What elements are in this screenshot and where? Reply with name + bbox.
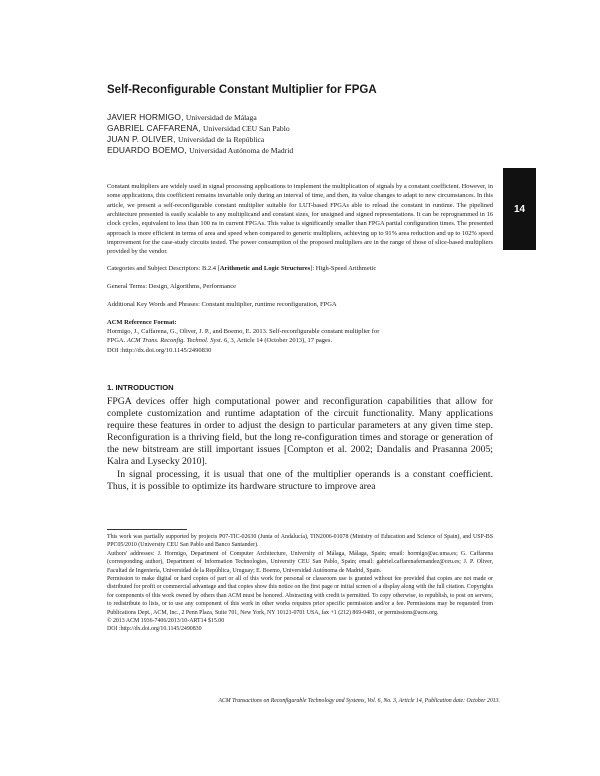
reference-heading: ACM Reference Format: <box>107 319 177 326</box>
acm-reference <box>107 318 493 355</box>
author-affiliation: Universidad Autónoma de Madrid <box>189 146 294 155</box>
introduction-body <box>107 396 493 493</box>
footnote-doi-link[interactable]: DOI :http://dx.doi.org/10.1145/2490830 <box>107 626 202 633</box>
author-name: GABRIEL CAFFARENA, <box>107 123 201 133</box>
article-number-tab: 14 <box>503 168 536 250</box>
categories <box>107 264 493 273</box>
footnote-addresses: Authors' addresses: J. Hormigo, Department of Computer Architecture, University of Málaga, Málaga, Spain; email: hormigo@ac.uma.es; G. Caffarena (corresponding author), Department of Information Technologies, University CEU San Pablo, Spain; email: gabriel.caffarenafernandez@ceu.es; J. P. Oliver, Facultad de Ingeniería, Universidad de la República, Uruguay; E. Boemo, Universidad Autónoma de Madrid, Spain. <box>107 550 493 574</box>
reference-journal: ACM Trans. Reconfig. Technol. Syst. <box>126 337 223 345</box>
author-1 <box>107 112 507 123</box>
section-heading-introduction: 1. INTRODUCTION <box>107 383 174 392</box>
author-2 <box>107 123 507 134</box>
reference-line-2-end: 6, 3, Article 14 (October 2013), 17 pages. <box>222 337 333 345</box>
footnotes <box>107 533 493 634</box>
footnote-rule <box>107 529 187 530</box>
author-4 <box>107 145 507 156</box>
reference-line-1: Hormigo, J., Caffarena, G., Oliver, J. P., and Boemo, E. 2013. Self-reconfigurable constant multiplier for <box>107 328 380 336</box>
author-list <box>107 112 507 156</box>
author-affiliation: Universidad de Málaga <box>185 113 257 122</box>
categories-bold: Arithmetic and Logic Structures <box>219 265 311 272</box>
general-terms: General Terms: Design, Algorithms, Performance <box>107 283 237 290</box>
keywords: Additional Key Words and Phrases: Constant multiplier, runtime reconfiguration, FPGA <box>107 301 337 308</box>
reference-doi-link[interactable]: DOI :http://dx.doi.org/10.1145/2490830 <box>107 346 212 354</box>
footnote-copyright: © 2013 ACM 1936-7406/2013/10-ART14 $15.00 <box>107 618 225 625</box>
author-name: JAVIER HORMIGO, <box>107 112 184 122</box>
categories-suffix: ]: High-Speed Arithmetic <box>310 265 377 272</box>
author-3 <box>107 134 507 145</box>
categories-prefix: Categories and Subject Descriptors: B.2.4 [ <box>107 265 220 272</box>
author-affiliation: Universidad CEU San Pablo <box>202 124 290 133</box>
footer-text: ACM Transactions on Reconfigurable Technology and Systems, Vol. 6, No. 3, Article 14, Publication date: October 2013. <box>218 698 500 704</box>
reference-line-2 <box>107 336 493 345</box>
footnote-funding: This work was partially supported by projects P07-TIC-02630 (Junta of Andalucía), TIN2006-01078 (Ministry of Education and Science of Spain), and USP-BS PPC05/2010 (University CEU San Pablo and Banco Santander). <box>107 534 493 549</box>
journal-footer <box>140 698 500 704</box>
paper-title: Self-Reconfigurable Constant Multiplier for FPGA <box>107 84 377 96</box>
author-affiliation: Universidad de la República <box>177 135 265 144</box>
reference-line-2-start: FPGA. <box>107 337 127 345</box>
intro-paragraph-2: In signal processing, it is usual that one of the multiplier operands is a constant coefficient. Thus, it is possible to optimize its hardware structure to improve area <box>107 468 493 492</box>
abstract: Constant multipliers are widely used in signal processing applications to implement the multiplication of signals by a constant coefficient. However, in some applications, this coefficient remains invariable only during an interval of time, and then, its value changes to adapt to new circumstances. In this article, we present a self-reconfigurable constant multiplier suitable for LUT-based FPGAs able to reload the constant in runtime. The pipelined architecture presented is easily scalable to any multiplicand and constant sizes, for unsigned and signed representations. It can be reprogrammed in 16 clock cycles, equivalent to less than 100 ns in current FPGAs. This value is significantly smaller than FPGA partial configuration times. The presented approach is more efficient in terms of area and speed when compared to generic multipliers, achieving up to 91% area reduction and up to 102% speed improvement for the case-study circuits tested. The power consumption of the proposed multipliers are in the range of those of slice-based multipliers provided by the vendor. <box>107 183 493 256</box>
footnote-permission: Permission to make digital or hard copies of part or all of this work for personal or classroom use is granted without fee provided that copies are not made or distributed for profit or commercial advantage and that copies show this notice on the first page or initial screen of a display along with the full citation. Copyrights for components of this work owned by others than ACM must be honored. Abstracting with credit is permitted. To copy otherwise, to republish, to post on servers, to redistribute to lists, or to use any component of this work in other works requires prior specific permission and/or a fee. Permissions may be requested from Publications Dept., ACM, Inc., 2 Penn Plaza, Suite 701, New York, NY 10121-0701 USA, fax +1 (212) 869-0481, or permissions@acm.org. <box>107 576 493 616</box>
intro-paragraph-1: FPGA devices offer high computational power and reconfiguration capabilities that allow for complete customization and runtime adaptation of the circuit functionality. Many applications require these features in order to adjust the design to particular parameters at any given time step. Reconfiguration is a thriving field, but the long re-configuration times and storage or generation of the new bitstream are still important issues [Compton et al. 2002; Dandalis and Prasanna 2005; Kalra and Lysecky 2010]. <box>107 396 493 468</box>
author-name: JUAN P. OLIVER, <box>107 134 176 144</box>
author-name: EDUARDO BOEMO, <box>107 145 187 155</box>
